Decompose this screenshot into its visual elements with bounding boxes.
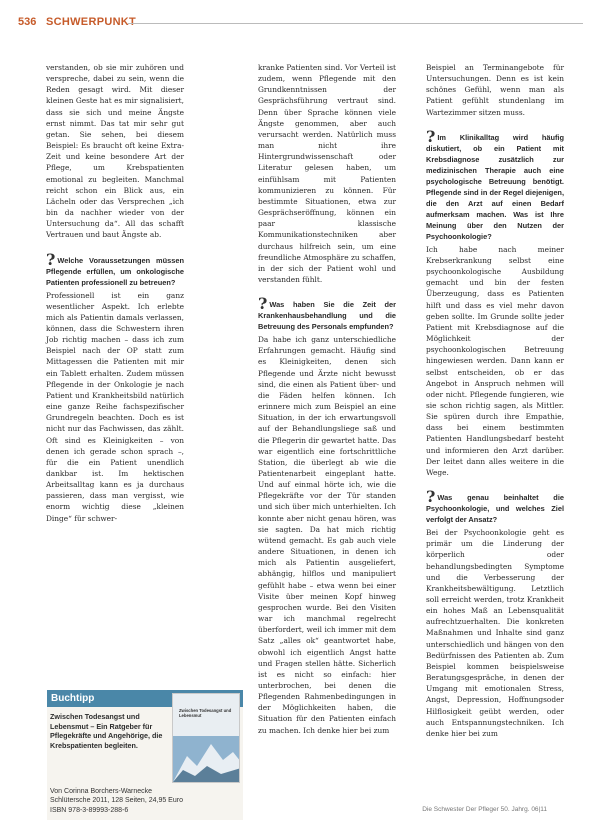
book-author: Von Corinna Borchers-Warnecke — [50, 788, 153, 795]
answer-paragraph: Ich habe nach meiner Krebserkrankung selbst eine psychoonkologische Ausbildung gemacht und bin der festen Überzeugung, dass es Patienten hilft und dass es viel mehr davon geben sollte. Im Grunde sollte jeder Patient mit Krebsdiagnose auf die Möglichkeit der psychoonkologischen Betreuung hingewiesen werden. Dann kann er selbst entscheiden, ob er das Angebot in Anspruch nehmen will oder nicht. Pflegende fungieren, wie sie schon richtig sagen, als Mittler. Sie spüren durch ihre Empathie, dass bei einem bestimmten Patienten Handlungsbedarf besteht und informieren den Arzt darüber. Der leitet dann alles weitere in die Wege. — [426, 244, 564, 477]
paragraph: kranke Patienten sind. Vor Verteil ist zudem, wenn Pflegende mit den Grundkenntnissen der Gesprächsführung vertraut sind. Denn über Sprache können viele Ängste genommen, aber auch verursacht werden. Natürlich muss man nicht ihre Hintergrundwissenschaft oder Literatur gelesen haben, um einfühlsam mit Patienten kommunizieren zu können. Für bestimmte Situationen, etwa zur Gesprächseröffnung, können ein paar klassische Kommunikationstechniken aber durchaus hilfreich sein, um eine freundliche Atmosphäre zu schaffen, in der sich der Patient wohl und verstanden fühlt. — [258, 63, 396, 284]
question-mark-icon: ? — [426, 126, 436, 146]
section-title: SCHWERPUNKT — [46, 16, 137, 28]
book-tip-label: Buchtipp — [47, 690, 243, 707]
answer-paragraph: Da habe ich ganz unterschiedliche Erfahrungen gemacht. Häufig sind es Kleinigkeiten, denen sich Pflegende und Ärzte nicht bewusst sind, die einen als Patient über- und die Fäden helfen können. Ich erinnere mich zum Beispiel an eine Situation, in der ich erwartungsvoll auf der Behandlungsliege saß und die Pflegerin dir gewartet hatte. Das war eigentlich eine fortschrittliche Station, die überlegt ab wie die Patientenarbeit eingeplant hatte. Und auf einmal hörte ich, wie die Pflegekräfte vor der Tür standen und sich über mich unterhielten. Ich konnte aber nicht genau hören, was sie sagten. Da hat mich richtig wütend gemacht. Es gab auch viele andere Situationen, in denen ich mich als Patientin ausgeliefert, abhängig, hilflos und manipuliert gefühlt habe – etwa wenn bei einer Visite über meinen Kopf hinweg gesprochen wurde. Bei den Visiten war ich manchmal regelrecht überfordert, weil ich immer mit dem Satz „alles ok“ geantwortet habe, obwohl ich eigentlich Angst hatte und Fragen stellen hätte. Sicherlich ist es nicht so einfach: hier unterbrochen, bei denen die Pflegenden Rahmenbedingungen in der Möglichkeiten haben, die Situation für den Patienten einfach zu machen. Ich denke hier bei zum — [258, 335, 396, 735]
book-isbn: ISBN 978-3-89993-288-6 — [50, 806, 129, 814]
paragraph: verstanden, ob sie mir zuhören und verspreche, dabei zu sein, wenn die Reden gesagt wird. Mit dieser kleinen Geste hat es mir signalisiert, dass sie sich und meine Ängste ernst nimmt. Das tat mir sehr gut getan. Sie sehen, bei diesem Beispiel: Es braucht oft keine Extra-Zeit und keine besondere Art der Pflege, um Krebspatienten emotional zu begleiten. Manchmal reicht schon ein Blick aus, ein Lächeln oder das Versprechen „ich bin da nachher wieder von der Untersuchung da“. All das schafft Vertrauen und baut Ängste ab. — [46, 63, 185, 240]
question-mark-icon: ? — [426, 487, 436, 507]
book-cover-title: Zwischen Todesangst und Lebensmut — [179, 708, 232, 718]
book-tip-meta — [50, 787, 240, 815]
column-2 — [258, 62, 396, 736]
question-mark-icon: ? — [46, 249, 56, 269]
page-number: 536 — [18, 16, 37, 28]
book-tip-box — [47, 690, 243, 820]
book-cover-image — [172, 693, 240, 783]
page-footer: Die Schwester Der Pfleger 50. Jahrg. 06|11 — [422, 806, 547, 813]
column-1 — [46, 62, 184, 524]
column-3 — [426, 62, 564, 739]
answer-paragraph: Professionell ist ein ganz wesentlicher Aspekt. Ich erlebte mich als Patientin damals verlassen, können, dass die Schwestern ihren Job richtig machen – dass ich zum Beispiel nach der OP statt zum Mittagessen die Patienten mit mir ein Tablett erhalten. Zudem müssen Pflegende in der Onkologie je nach Patient und Krankheitsbild natürlich eine ganze Reihe fachspezifischer Grundregeln beachten. Doch es ist nicht nur das Fachwissen, das zählt. Oft sind es Kleinigkeiten – von denen ich gerade schon sprach –, für die ein Patient unendlich dankbar ist. Im hektischen Arbeitsalltag kann es ja durchaus passieren, dass man vergisst, wie enorm wichtig diese „kleinen Dinge“ für schwer- — [46, 290, 184, 523]
book-publisher: Schlütersche 2011, 128 Seiten, 24,95 Euro — [50, 797, 183, 805]
paragraph: Beispiel an Terminangebote für Untersuchungen. Denn es ist kein schönes Gefühl, wenn man als Patient gefühlt stundenlang im Wartezimmer sitzen muss. — [426, 63, 564, 117]
header-rule — [128, 23, 583, 24]
question-heading: ? Welche Voraussetzungen müssen Pflegende erfüllen, um onkologische Patienten professionell zu betreuen? — [46, 249, 184, 287]
mountain-icon — [173, 736, 240, 782]
book-tip-description: Zwischen Todesangst und Lebensmut – Ein Ratgeber für Pflegekräfte und Angehörige, die Krebspatienten begleiten. — [50, 712, 163, 750]
question-mark-icon: ? — [258, 294, 268, 314]
question-heading: ? Was haben Sie die Zeit der Krankenhausbehandlung und die Betreuung des Personals empfunden? — [258, 294, 396, 332]
page-header — [10, 14, 583, 34]
answer-paragraph: Bei der Psychoonkologie geht es primär um die Linderung der körperlich oder behandlungsbedingten Symptome und die Verbesserung der Krankheitsbewältigung. Letztlich soll erreicht werden, trotz Krankheit ein hohes Maß an Lebensqualität aufrechtzuerhalten. Die konkreten Maßnahmen und Inhalte sind ganz unterschiedlich und hängen von den Bedürfnissen des Patienten ab. Zum Beispiel kommen beispielsweise Beratungsgespräche, in denen der Umgang mit emotionalen Stress, Angst, Depression, Hoffnungsoder Hilflosigkeit geübt werden, oder auch Entspannungstechniken. Ich denke hier bei zum — [426, 528, 564, 738]
question-heading: ? Was genau beinhaltet die Psychoonkologie, und welches Ziel verfolgt der Ansatz? — [426, 487, 564, 525]
question-heading: ? Im Klinikalltag wird häufig diskutiert, ob ein Patient mit Krebsdiagnose zusätzlich zur medizinischen Therapie auch eine psychologische Betreuung benötigt. Pflegende sind in der Regel diejenigen, die den Arzt auf einen Bedarf aufmerksam machen. Was ist Ihre Meinung über den Nutzen der Psychoonkologie? — [426, 126, 564, 241]
